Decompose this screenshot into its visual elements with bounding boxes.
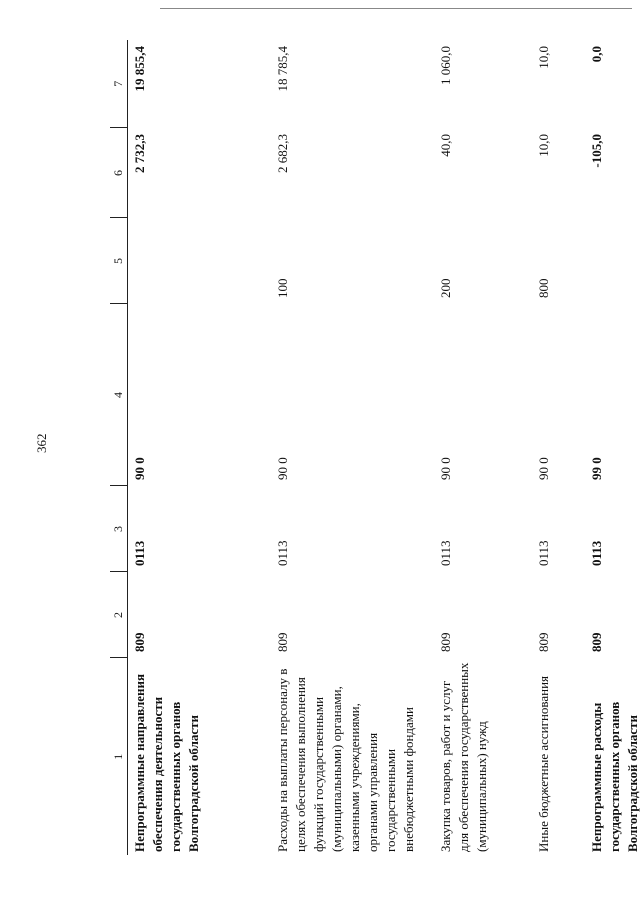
row-amount-change: 40,0 (438, 134, 453, 157)
row-ministry-code: 809 (589, 632, 604, 652)
row-section-code: 0113 (438, 540, 453, 566)
row-section-code: 0113 (132, 540, 147, 566)
row-expense-type: 100 (275, 278, 290, 298)
row-amount-change: 10,0 (536, 134, 551, 157)
budget-table-container (110, 40, 640, 855)
header-row (110, 40, 128, 855)
row-expense-type (585, 218, 640, 304)
row-expense-type: 200 (438, 278, 453, 298)
row-amount-change: 2 682,3 (275, 134, 290, 173)
row-expense-type: 800 (536, 278, 551, 298)
row-ministry-code: 809 (536, 632, 551, 652)
row-name: Иные бюджетные ассигнования (536, 675, 551, 852)
budget-table (110, 40, 640, 855)
table-row (434, 40, 532, 855)
header-col-6: 6 (110, 128, 128, 218)
row-name: Расходы на выплаты персоналу в целях обеспечения выполнения функций государственными (муниципальными) органами, казенными учреждениями, органами управления государственными внебюджетными фондами (275, 668, 416, 852)
header-col-5: 5 (110, 218, 128, 304)
row-amount-total: 0,0 (589, 46, 604, 63)
row-name: Непрограммные направления обеспечения деятельности государственных органов Волгоградской области (132, 673, 201, 852)
row-amount-total: 19 855,4 (132, 46, 147, 92)
row-target-article: 90 0 (132, 457, 147, 480)
row-expense-type (128, 218, 272, 304)
table-row (271, 40, 434, 855)
row-ministry-code: 809 (275, 632, 290, 652)
row-target-article: 90 0 (275, 457, 290, 480)
row-amount-total: 10,0 (536, 46, 551, 69)
row-target-article: 90 0 (536, 457, 551, 480)
row-name: Закупка товаров, работ и услуг для обеспечения государственных (муниципальных) нужд (438, 662, 489, 852)
row-amount-total: 1 060,0 (438, 46, 453, 85)
table-row (585, 40, 640, 855)
header-col-4: 4 (110, 304, 128, 486)
row-section-code: 0113 (536, 540, 551, 566)
row-target-article: 99 0 (589, 457, 604, 480)
row-name: Непрограммные расходы государственных органов Волгоградской области (589, 701, 640, 852)
row-section-code: 0113 (275, 540, 290, 566)
header-col-2: 2 (110, 572, 128, 658)
header-col-1: 1 (110, 658, 128, 855)
header-col-7: 7 (110, 40, 128, 128)
row-section-code: 0113 (589, 540, 604, 566)
page-number: 362 (34, 433, 49, 453)
header-col-3: 3 (110, 486, 128, 572)
row-target-article: 90 0 (438, 457, 453, 480)
row-amount-change: -105,0 (589, 134, 604, 168)
row-ministry-code: 809 (438, 632, 453, 652)
row-amount-change: 2 732,3 (132, 134, 147, 173)
table-row (128, 40, 272, 855)
row-amount-total: 18 785,4 (275, 46, 290, 92)
row-ministry-code: 809 (132, 632, 147, 652)
top-rule (160, 8, 632, 9)
table-row (532, 40, 585, 855)
